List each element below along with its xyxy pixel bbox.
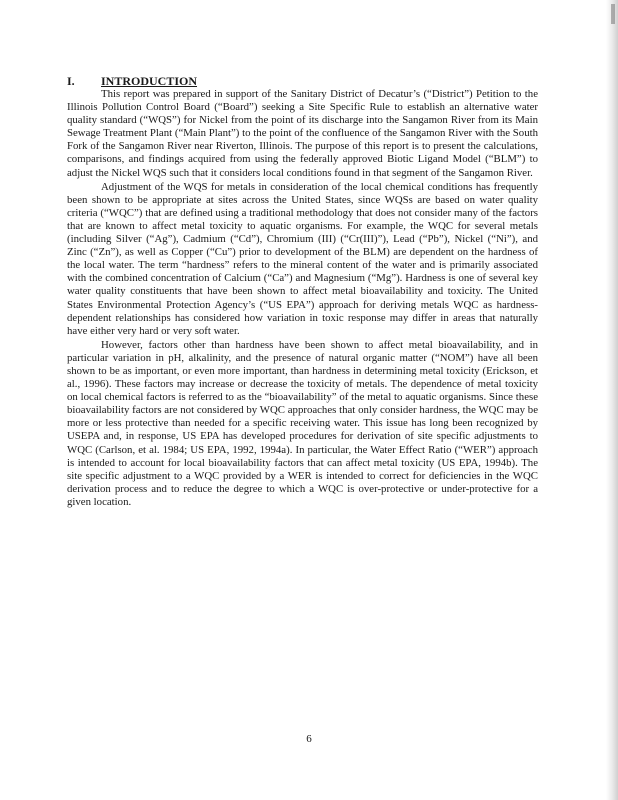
section-number: I. <box>67 74 75 88</box>
scan-edge-shadow <box>606 0 618 800</box>
section-heading <box>67 74 538 88</box>
paragraph-purpose: This report was prepared in support of the Sanitary District of Decatur’s (“District”) Petition to the Illinois Pollution Control Board (“Board”) seeking a Site Specific Rule to establish an alternative water quality standard (“WQS”) for Nickel from the point of its discharge into the Sangamon River from its Main Sewage Treatment Plant (“Main Plant”) to the point of the confluence of the Sangamon River with the South Fork of the Sangamon River near Riverton, Illinois. The purpose of this report is to present the calculations, comparisons, and findings acquired from using the federally approved Biotic Ligand Model (“BLM”) to adjust the Nickel WQS such that it considers local conditions found in that segment of the Sangamon River. <box>67 88 538 179</box>
paragraph-hardness: Adjustment of the WQS for metals in consideration of the local chemical conditions has frequently been shown to be appropriate at sites across the United States, since WQSs are based on water quality criteria (“WQC”) that are defined using a traditional methodology that does not consider many of the factors that are known to affect metal toxicity to aquatic organisms. For example, the WQC for several metals (including Silver (“Ag”), Cadmium (“Cd”), Chromium (III) (“Cr(III)”), Lead (“Pb”), Nickel (“Ni”), and Zinc (“Zn”), as well as Copper (“Cu”) prior to development of the BLM) are dependent on the hardness of the local water. The term “hardness” refers to the mineral content of the water and is primarily associated with the combined concentration of Calcium (“Ca”) and Magnesium (“Mg”). Hardness is one of several key water quality constituents that have been shown to affect metal bioavailability and toxicity. The United States Environmental Protection Agency’s (“US EPA”) approach for deriving metals WQC as hardness-dependent relationships has considered how variation in toxic response may differ in areas that naturally have either very hard or very soft water. <box>67 180 538 337</box>
section-title: INTRODUCTION <box>101 74 198 88</box>
scan-edge-speck <box>611 4 615 24</box>
document-body <box>67 74 538 509</box>
paragraph-bioavailability: However, factors other than hardness have been shown to affect metal bioavailability, and in particular variation in pH, alkalinity, and the presence of natural organic matter (“NOM”) have all been shown to be as important, or even more important, than hardness in determining metal toxicity (Erickson, et al., 1996). These factors may increase or decrease the toxicity of metals. The dependence of metal toxicity on local chemical factors is referred to as the “bioavailability” of the metal to aquatic organisms. Since these bioavailability factors are not considered by WQC approaches that only consider hardness, the WQC may be more or less protective than needed for a specific receiving water. This issue has long been recognized by USEPA and, in response, US EPA has developed procedures for derivation of site specific adjustments to WQC (Carlson, et al. 1984; US EPA, 1992, 1994a). In particular, the Water Effect Ratio (“WER”) approach is intended to account for local bioavailability factors that can affect metal toxicity (US EPA, 1994b). The site specific adjustment to a WQC provided by a WER is intended to correct for deficiencies in the WQC derivation process and to reduce the degree to which a WQC is over-protective or under-protective for a given location. <box>67 338 538 508</box>
page-number: 6 <box>306 733 312 745</box>
